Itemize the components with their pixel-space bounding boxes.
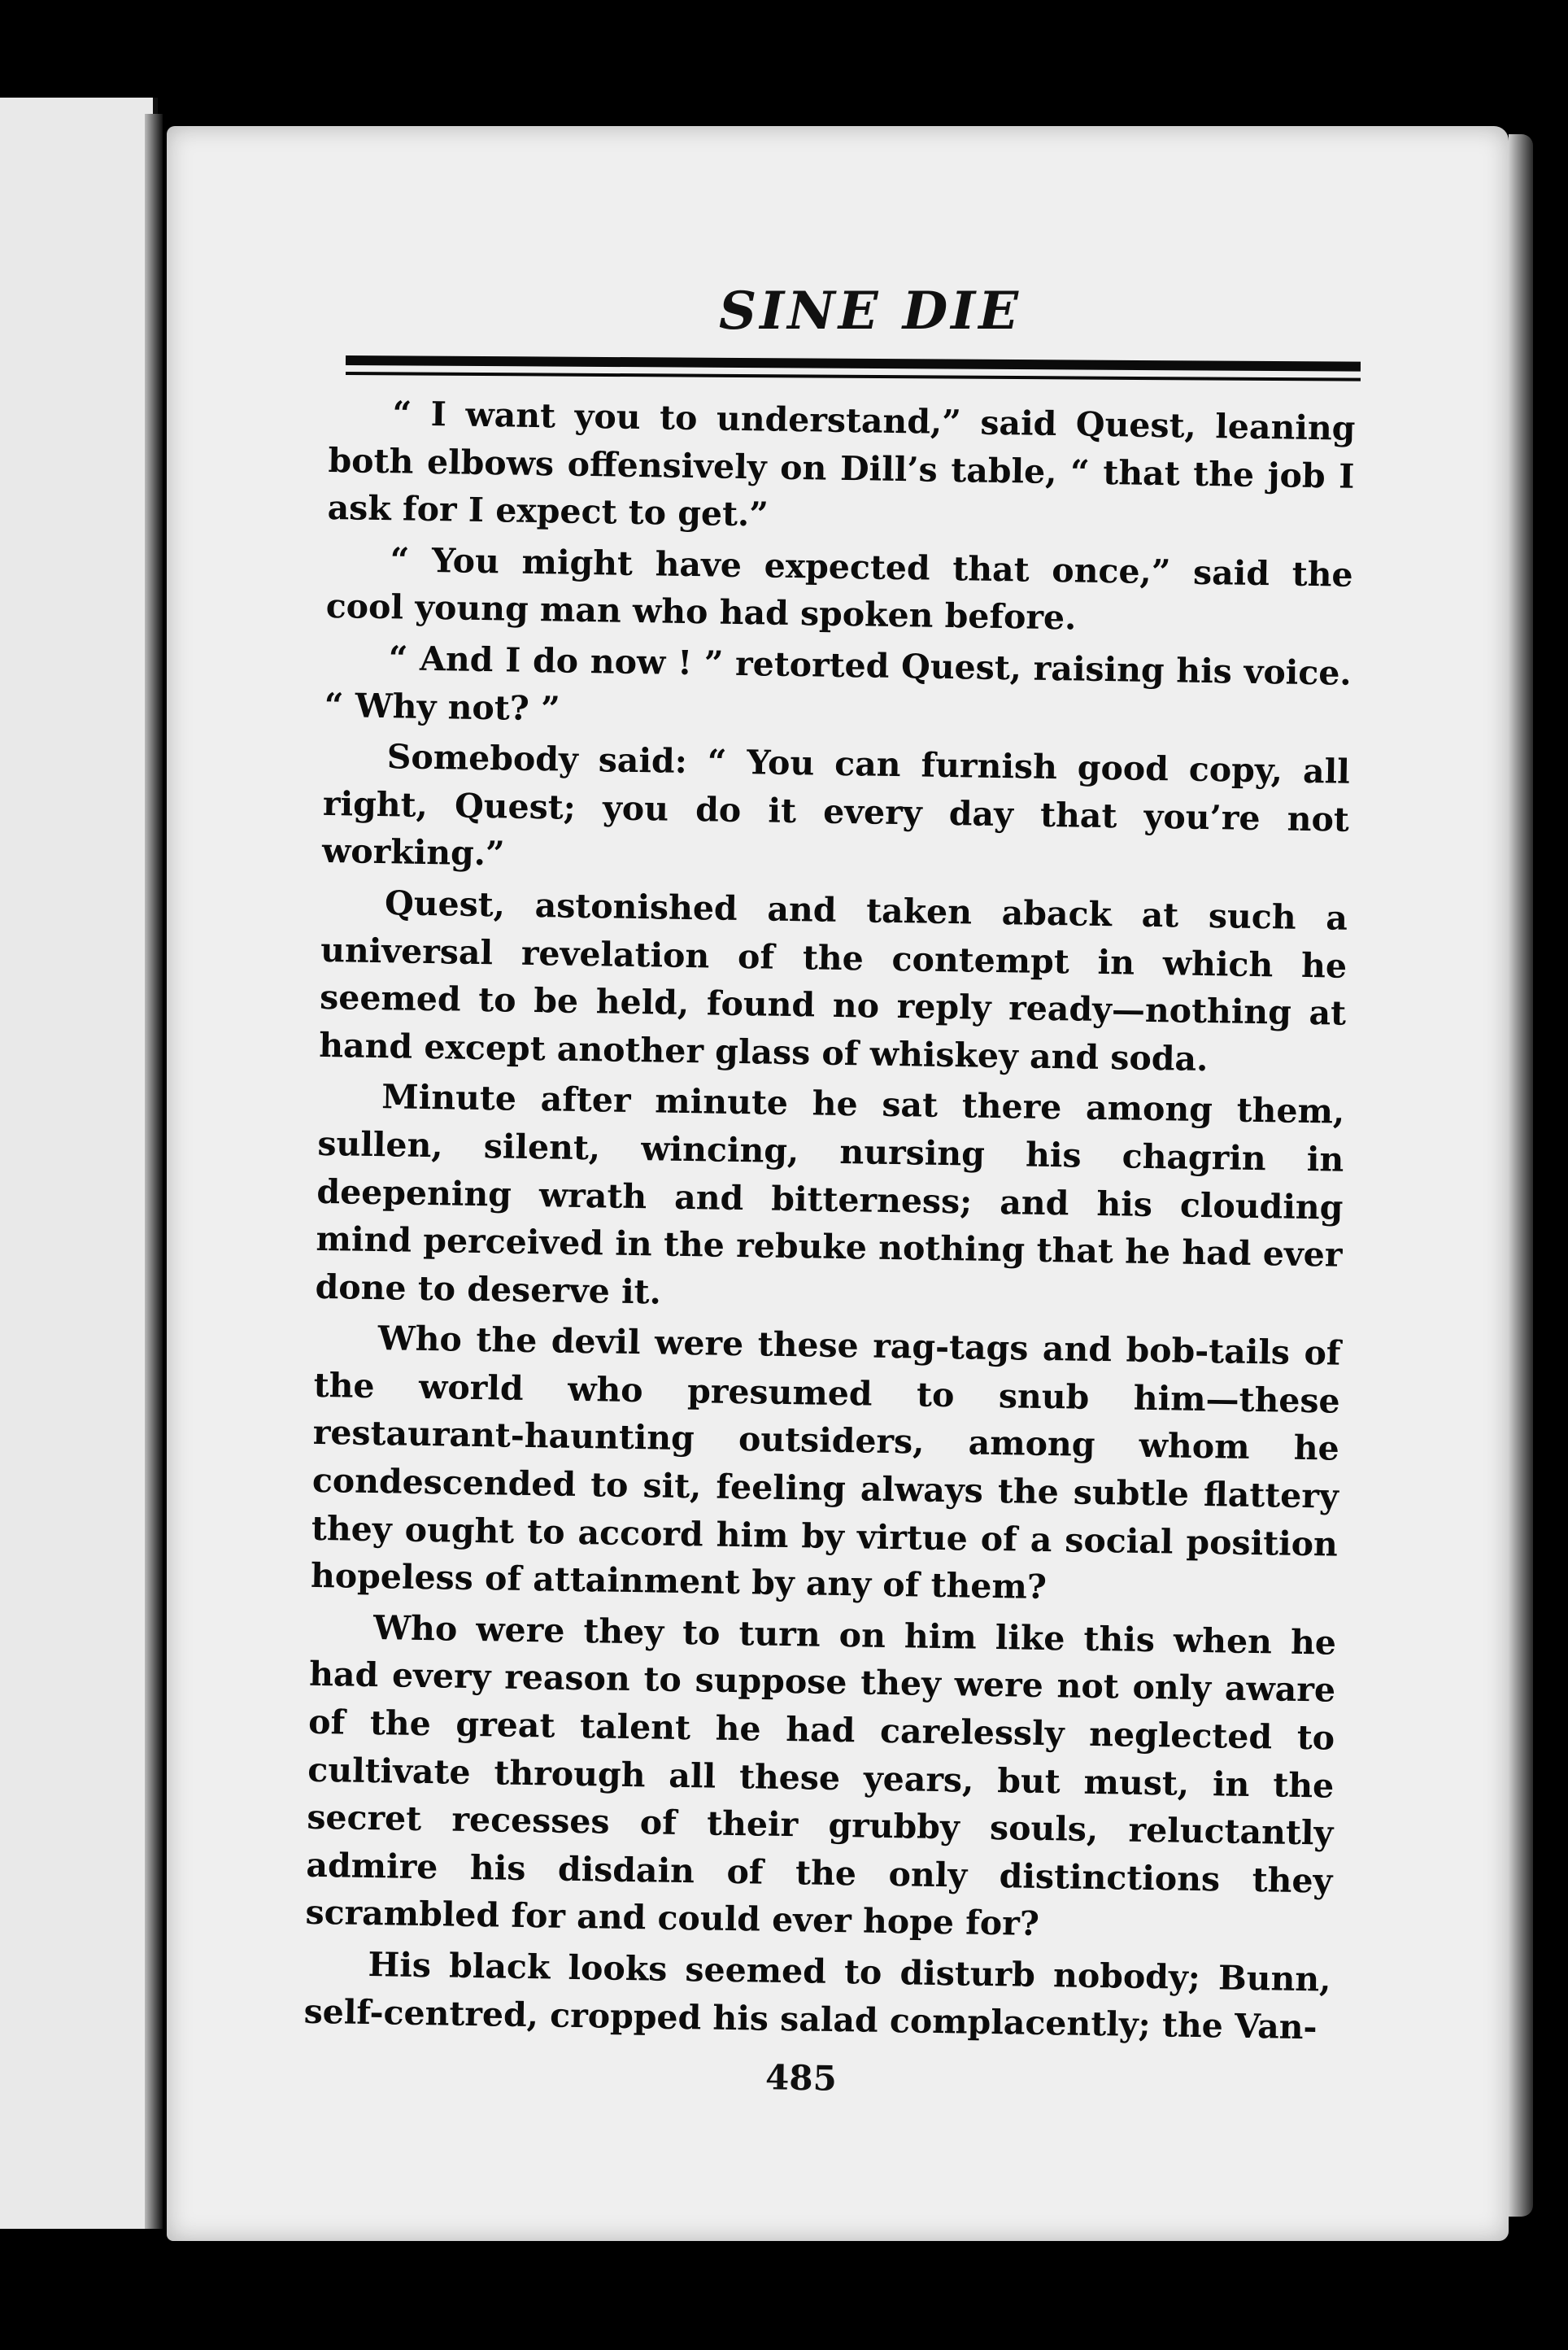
- paragraph: Quest, astonished and taken aback at such a universal revelation of the contempt in which he seemed to be held, found no reply ready—nothing at hand except another glass of whiskey and soda.: [318, 883, 1348, 1079]
- paragraph: Minute after minute he sat there among them, sullen, silent, wincing, nursing his chagrin in deepening wrath and bitterness; and his clouding mind perceived in the rebuke nothing that he had ever done to deserve it.: [315, 1077, 1345, 1312]
- paragraph: “ I want you to understand,” said Quest, leaning both elbows offensively on Dill’s table, “ that the job I ask for I expect to get.”: [327, 394, 1356, 534]
- facing-page: [0, 98, 158, 2229]
- paragraph: Somebody said: “ You can furnish good copy, all right, Quest; you do it every day that you’re not working.”: [321, 737, 1351, 874]
- paragraph: “ And I do now ! ” retorted Quest, raising his voice. “ Why not? ”: [324, 639, 1352, 729]
- paragraph: Who the devil were these rag-tags and bob-tails of the world who presumed to snub him—these restaurant-haunting outsiders, among whom he condescended to sit, feeling always the subtle flattery they ought to accord him by virtue of a social position hopeless of attainment by any of them?: [310, 1319, 1341, 1607]
- body-text: [303, 389, 1356, 2055]
- page-number: 485: [764, 2057, 838, 2099]
- gutter-shadow: [145, 114, 163, 2229]
- page-edge: [1509, 134, 1533, 2217]
- running-head: SINE DIE: [719, 281, 1021, 342]
- paragraph: Who were they to turn on him like this when he had every reason to suppose they were not only aware of the great talent he had carelessly neglected to cultivate through all these years, but must, in the secret recesses of their grubby souls, reluctantly admire his disdain of the only distinctions they scrambled for and could ever hope for?: [305, 1607, 1337, 1944]
- paragraph: His black looks seemed to disturb nobody; Bunn, self-centred, cropped his salad complacently; the Van-: [303, 1944, 1331, 2047]
- paragraph: “ You might have expected that once,” said the cool young man who had spoken before.: [325, 539, 1353, 638]
